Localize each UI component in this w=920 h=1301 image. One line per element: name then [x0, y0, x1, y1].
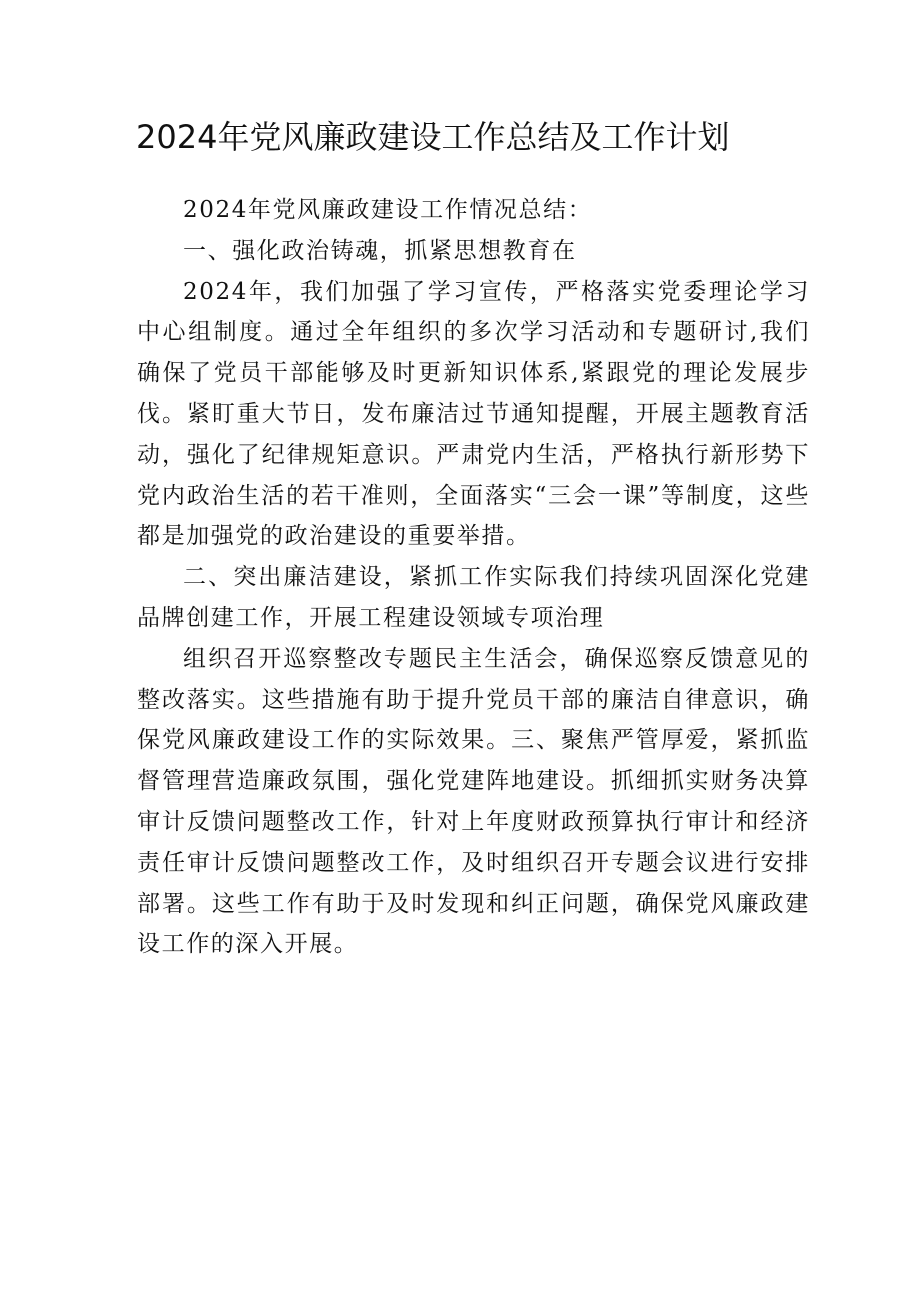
paragraph-study: 2024年，我们加强了学习宣传，严格落实党委理论学习中心组制度。通过全年组织的多次学习活动和专题研讨,我们确保了党员干部能够及时更新知识体系,紧跟党的理论发展步伐。紧盯重大节日，发布廉洁过节通知提醒，开展主题教育活动，强化了纪律规矩意识。严肃党内生活，严格执行新形势下党内政治生活的若干准则，全面落实“三会一课”等制度，这些都是加强党的政治建设的重要举措。	[137, 278, 810, 550]
summary-heading: 2024年党风廉政建设工作情况总结：	[183, 197, 593, 223]
document-body	[137, 190, 810, 965]
section-heading-1: 一、强化政治铸魂，抓紧思想教育在	[183, 237, 577, 264]
paragraph-rectification: 组织召开巡察整改专题民主生活会，确保巡察反馈意见的整改落实。这些措施有助于提升党员干部的廉洁自律意识，确保党风廉政建设工作的实际效果。三、聚焦严管厚爱，紧抓监督管理营造廉政氛围，强化党建阵地建设。抓细抓实财务决算审计反馈问题整改工作，针对上年度财政预算执行审计和经济责任审计反馈问题整改工作，及时组织召开专题会议进行安排部署。这些工作有助于及时发现和纠正问题，确保党风廉政建设工作的深入开展。	[137, 645, 810, 958]
document-title: 2024年党风廉政建设工作总结及工作计划	[136, 118, 730, 156]
section-heading-2: 二、突出廉洁建设，紧抓工作实际我们持续巩固深化党建品牌创建工作，开展工程建设领域专项治理	[137, 564, 810, 631]
